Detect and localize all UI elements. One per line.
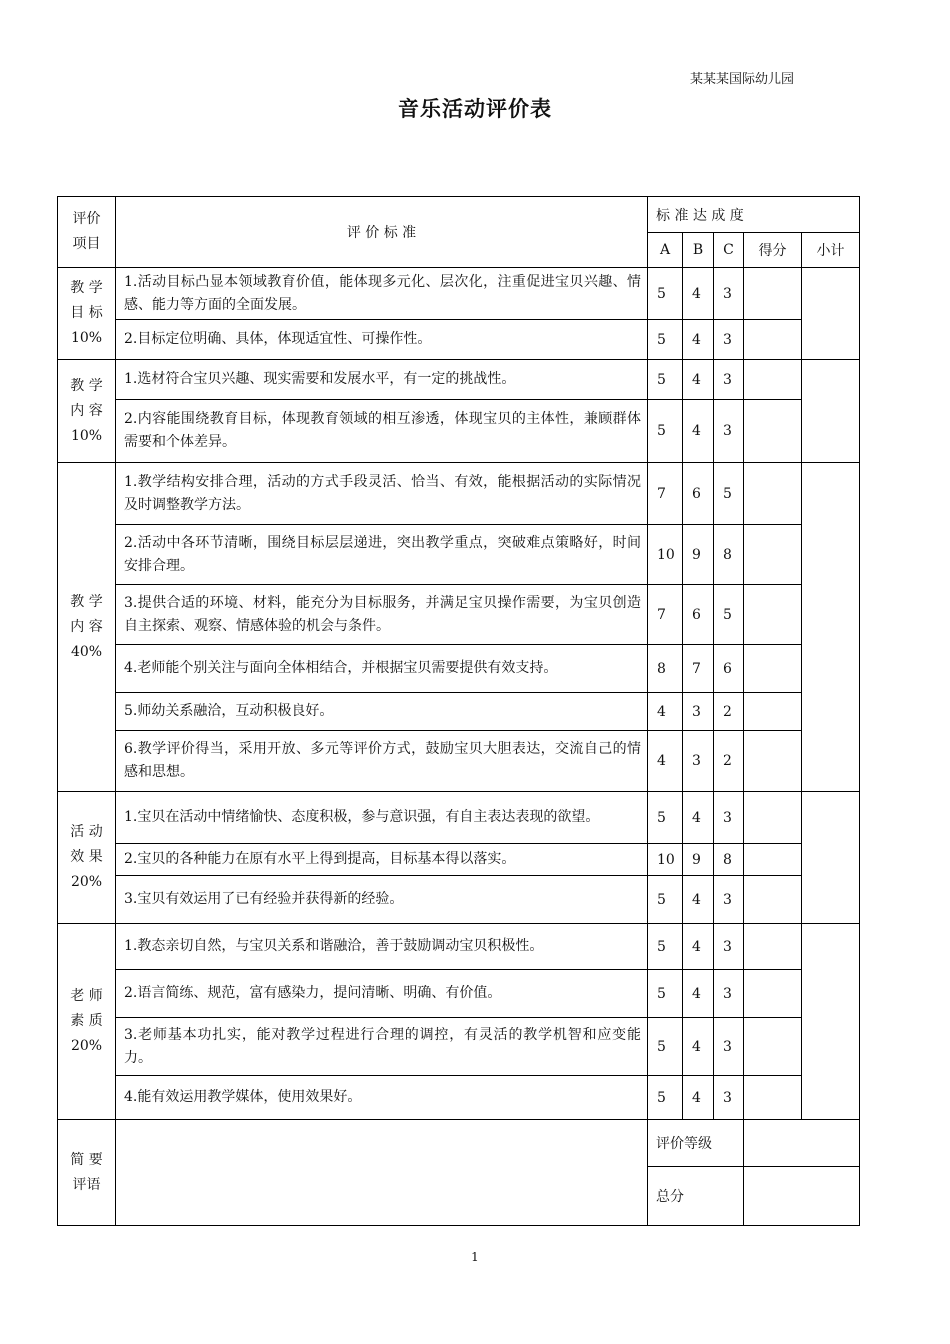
table-row <box>58 360 860 400</box>
score-c-cell: 3 <box>714 792 744 844</box>
score-b-cell: 4 <box>683 268 714 320</box>
criterion-cell: 1.宝贝在活动中情绪愉快、态度积极，参与意识强，有自主表达表现的欲望。 <box>116 792 648 844</box>
earned-score-cell[interactable] <box>744 400 802 463</box>
category-cell: 教 学 目 标 10% <box>58 268 116 360</box>
score-a-cell: 4 <box>648 693 683 731</box>
score-c-cell: 2 <box>714 731 744 792</box>
criterion-cell: 4.老师能个别关注与面向全体相结合，并根据宝贝需要提供有效支持。 <box>116 645 648 693</box>
category-cell: 教 学 内 容 40% <box>58 463 116 792</box>
evaluation-table <box>57 196 860 1226</box>
earned-score-cell[interactable] <box>744 792 802 844</box>
score-c-cell: 8 <box>714 844 744 876</box>
score-b-cell: 3 <box>683 693 714 731</box>
grade-label: 评价等级 <box>648 1120 744 1167</box>
earned-score-cell[interactable] <box>744 924 802 970</box>
score-a-cell: 5 <box>648 268 683 320</box>
score-b-cell: 4 <box>683 1018 714 1076</box>
category-cell: 活 动 效 果 20% <box>58 792 116 924</box>
score-b-cell: 3 <box>683 731 714 792</box>
score-c-cell: 3 <box>714 1018 744 1076</box>
earned-score-cell[interactable] <box>744 463 802 525</box>
score-a-cell: 5 <box>648 1018 683 1076</box>
score-c-cell: 3 <box>714 400 744 463</box>
score-b-cell: 4 <box>683 1076 714 1120</box>
col-a-header: A <box>648 233 683 268</box>
table-row <box>58 525 860 585</box>
score-a-cell: 8 <box>648 645 683 693</box>
score-c-cell: 6 <box>714 645 744 693</box>
earned-score-cell[interactable] <box>744 268 802 320</box>
score-c-cell: 3 <box>714 320 744 360</box>
table-row <box>58 693 860 731</box>
table-row <box>58 320 860 360</box>
score-a-cell: 7 <box>648 463 683 525</box>
school-name: 某某某国际幼儿园 <box>690 72 795 87</box>
table-row <box>58 731 860 792</box>
score-a-cell: 5 <box>648 360 683 400</box>
score-c-cell: 3 <box>714 924 744 970</box>
criterion-cell: 5.师幼关系融洽，互动积极良好。 <box>116 693 648 731</box>
table-row <box>58 585 860 645</box>
score-b-cell: 6 <box>683 585 714 645</box>
subtotal-cell[interactable] <box>802 792 860 924</box>
score-a-cell: 5 <box>648 876 683 924</box>
score-a-cell: 5 <box>648 400 683 463</box>
table-row <box>58 792 860 844</box>
criterion-cell: 2.宝贝的各种能力在原有水平上得到提高，目标基本得以落实。 <box>116 844 648 876</box>
score-a-cell: 5 <box>648 924 683 970</box>
criterion-cell: 3.老师基本功扎实，能对教学过程进行合理的调控，有灵活的教学机智和应变能力。 <box>116 1018 648 1076</box>
col-b-header: B <box>683 233 714 268</box>
score-b-cell: 4 <box>683 792 714 844</box>
score-c-cell: 5 <box>714 585 744 645</box>
criterion-cell: 1.教学结构安排合理，活动的方式手段灵活、恰当、有效，能根据活动的实际情况及时调整教学方法。 <box>116 463 648 525</box>
score-b-cell: 4 <box>683 320 714 360</box>
page-title: 音乐活动评价表 <box>398 96 552 121</box>
score-c-cell: 3 <box>714 360 744 400</box>
total-value[interactable] <box>744 1167 860 1226</box>
earned-score-cell[interactable] <box>744 970 802 1018</box>
table-row <box>58 1018 860 1076</box>
col-item-header: 评价 项目 <box>58 197 116 268</box>
score-b-cell: 4 <box>683 876 714 924</box>
earned-score-cell[interactable] <box>744 876 802 924</box>
score-b-cell: 4 <box>683 924 714 970</box>
remarks-row <box>58 1120 860 1167</box>
earned-score-cell[interactable] <box>744 360 802 400</box>
earned-score-cell[interactable] <box>744 1018 802 1076</box>
score-a-cell: 5 <box>648 1076 683 1120</box>
score-a-cell: 7 <box>648 585 683 645</box>
score-c-cell: 5 <box>714 463 744 525</box>
table-row <box>58 924 860 970</box>
criterion-cell: 1.选材符合宝贝兴趣、现实需要和发展水平，有一定的挑战性。 <box>116 360 648 400</box>
remarks-area[interactable] <box>116 1120 648 1226</box>
col-subtotal-header: 小计 <box>802 233 860 268</box>
score-c-cell: 3 <box>714 268 744 320</box>
score-c-cell: 3 <box>714 876 744 924</box>
category-cell: 老 师 素 质 20% <box>58 924 116 1120</box>
criterion-cell: 2.内容能围绕教育目标，体现教育领域的相互渗透，体现宝贝的主体性，兼顾群体需要和个体差异。 <box>116 400 648 463</box>
table-row <box>58 1076 860 1120</box>
score-c-cell: 3 <box>714 1076 744 1120</box>
table-row <box>58 400 860 463</box>
criterion-cell: 2.语言简练、规范，富有感染力，提问清晰、明确、有价值。 <box>116 970 648 1018</box>
score-c-cell: 2 <box>714 693 744 731</box>
page-number: 1 <box>471 1250 479 1264</box>
earned-score-cell[interactable] <box>744 731 802 792</box>
score-c-cell: 8 <box>714 525 744 585</box>
criterion-cell: 2.目标定位明确、具体，体现适宜性、可操作性。 <box>116 320 648 360</box>
table-row <box>58 645 860 693</box>
total-label: 总分 <box>648 1167 744 1226</box>
criterion-cell: 3.提供合适的环境、材料，能充分为目标服务，并满足宝贝操作需要，为宝贝创造自主探索、观察、情感体验的机会与条件。 <box>116 585 648 645</box>
score-b-cell: 4 <box>683 360 714 400</box>
score-a-cell: 5 <box>648 320 683 360</box>
category-cell: 教 学 内 容 10% <box>58 360 116 463</box>
subtotal-cell[interactable] <box>802 463 860 792</box>
score-a-cell: 10 <box>648 525 683 585</box>
score-b-cell: 7 <box>683 645 714 693</box>
table-row <box>58 844 860 876</box>
table-row <box>58 970 860 1018</box>
score-b-cell: 9 <box>683 844 714 876</box>
score-a-cell: 5 <box>648 970 683 1018</box>
score-b-cell: 4 <box>683 970 714 1018</box>
score-b-cell: 4 <box>683 400 714 463</box>
remarks-label: 简 要 评语 <box>58 1120 116 1226</box>
earned-score-cell[interactable] <box>744 645 802 693</box>
criterion-cell: 4.能有效运用教学媒体，使用效果好。 <box>116 1076 648 1120</box>
score-a-cell: 5 <box>648 792 683 844</box>
earned-score-cell[interactable] <box>744 1076 802 1120</box>
subtotal-cell[interactable] <box>802 268 860 360</box>
earned-score-cell[interactable] <box>744 525 802 585</box>
subtotal-cell[interactable] <box>802 360 860 463</box>
score-b-cell: 9 <box>683 525 714 585</box>
score-b-cell: 6 <box>683 463 714 525</box>
criterion-cell: 1.活动目标凸显本领域教育价值，能体现多元化、层次化，注重促进宝贝兴趣、情感、能力等方面的全面发展。 <box>116 268 648 320</box>
criterion-cell: 2.活动中各环节清晰，围绕目标层层递进，突出教学重点，突破难点策略好，时间安排合理。 <box>116 525 648 585</box>
criterion-cell: 1.教态亲切自然，与宝贝关系和谐融洽，善于鼓励调动宝贝积极性。 <box>116 924 648 970</box>
earned-score-cell[interactable] <box>744 693 802 731</box>
header-row <box>58 197 860 233</box>
criterion-cell: 3.宝贝有效运用了已有经验并获得新的经验。 <box>116 876 648 924</box>
table-row <box>58 463 860 525</box>
earned-score-cell[interactable] <box>744 585 802 645</box>
score-c-cell: 3 <box>714 970 744 1018</box>
col-c-header: C <box>714 233 744 268</box>
table-row <box>58 876 860 924</box>
earned-score-cell[interactable] <box>744 844 802 876</box>
col-standard-header: 评 价 标 准 <box>116 197 648 268</box>
score-a-cell: 10 <box>648 844 683 876</box>
grade-value[interactable] <box>744 1120 860 1167</box>
table-row <box>58 268 860 320</box>
subtotal-cell[interactable] <box>802 924 860 1120</box>
score-a-cell: 4 <box>648 731 683 792</box>
earned-score-cell[interactable] <box>744 320 802 360</box>
criterion-cell: 6.教学评价得当，采用开放、多元等评价方式，鼓励宝贝大胆表达，交流自己的情感和思想。 <box>116 731 648 792</box>
col-score-header: 得分 <box>744 233 802 268</box>
col-level-header: 标 准 达 成 度 <box>648 197 860 233</box>
